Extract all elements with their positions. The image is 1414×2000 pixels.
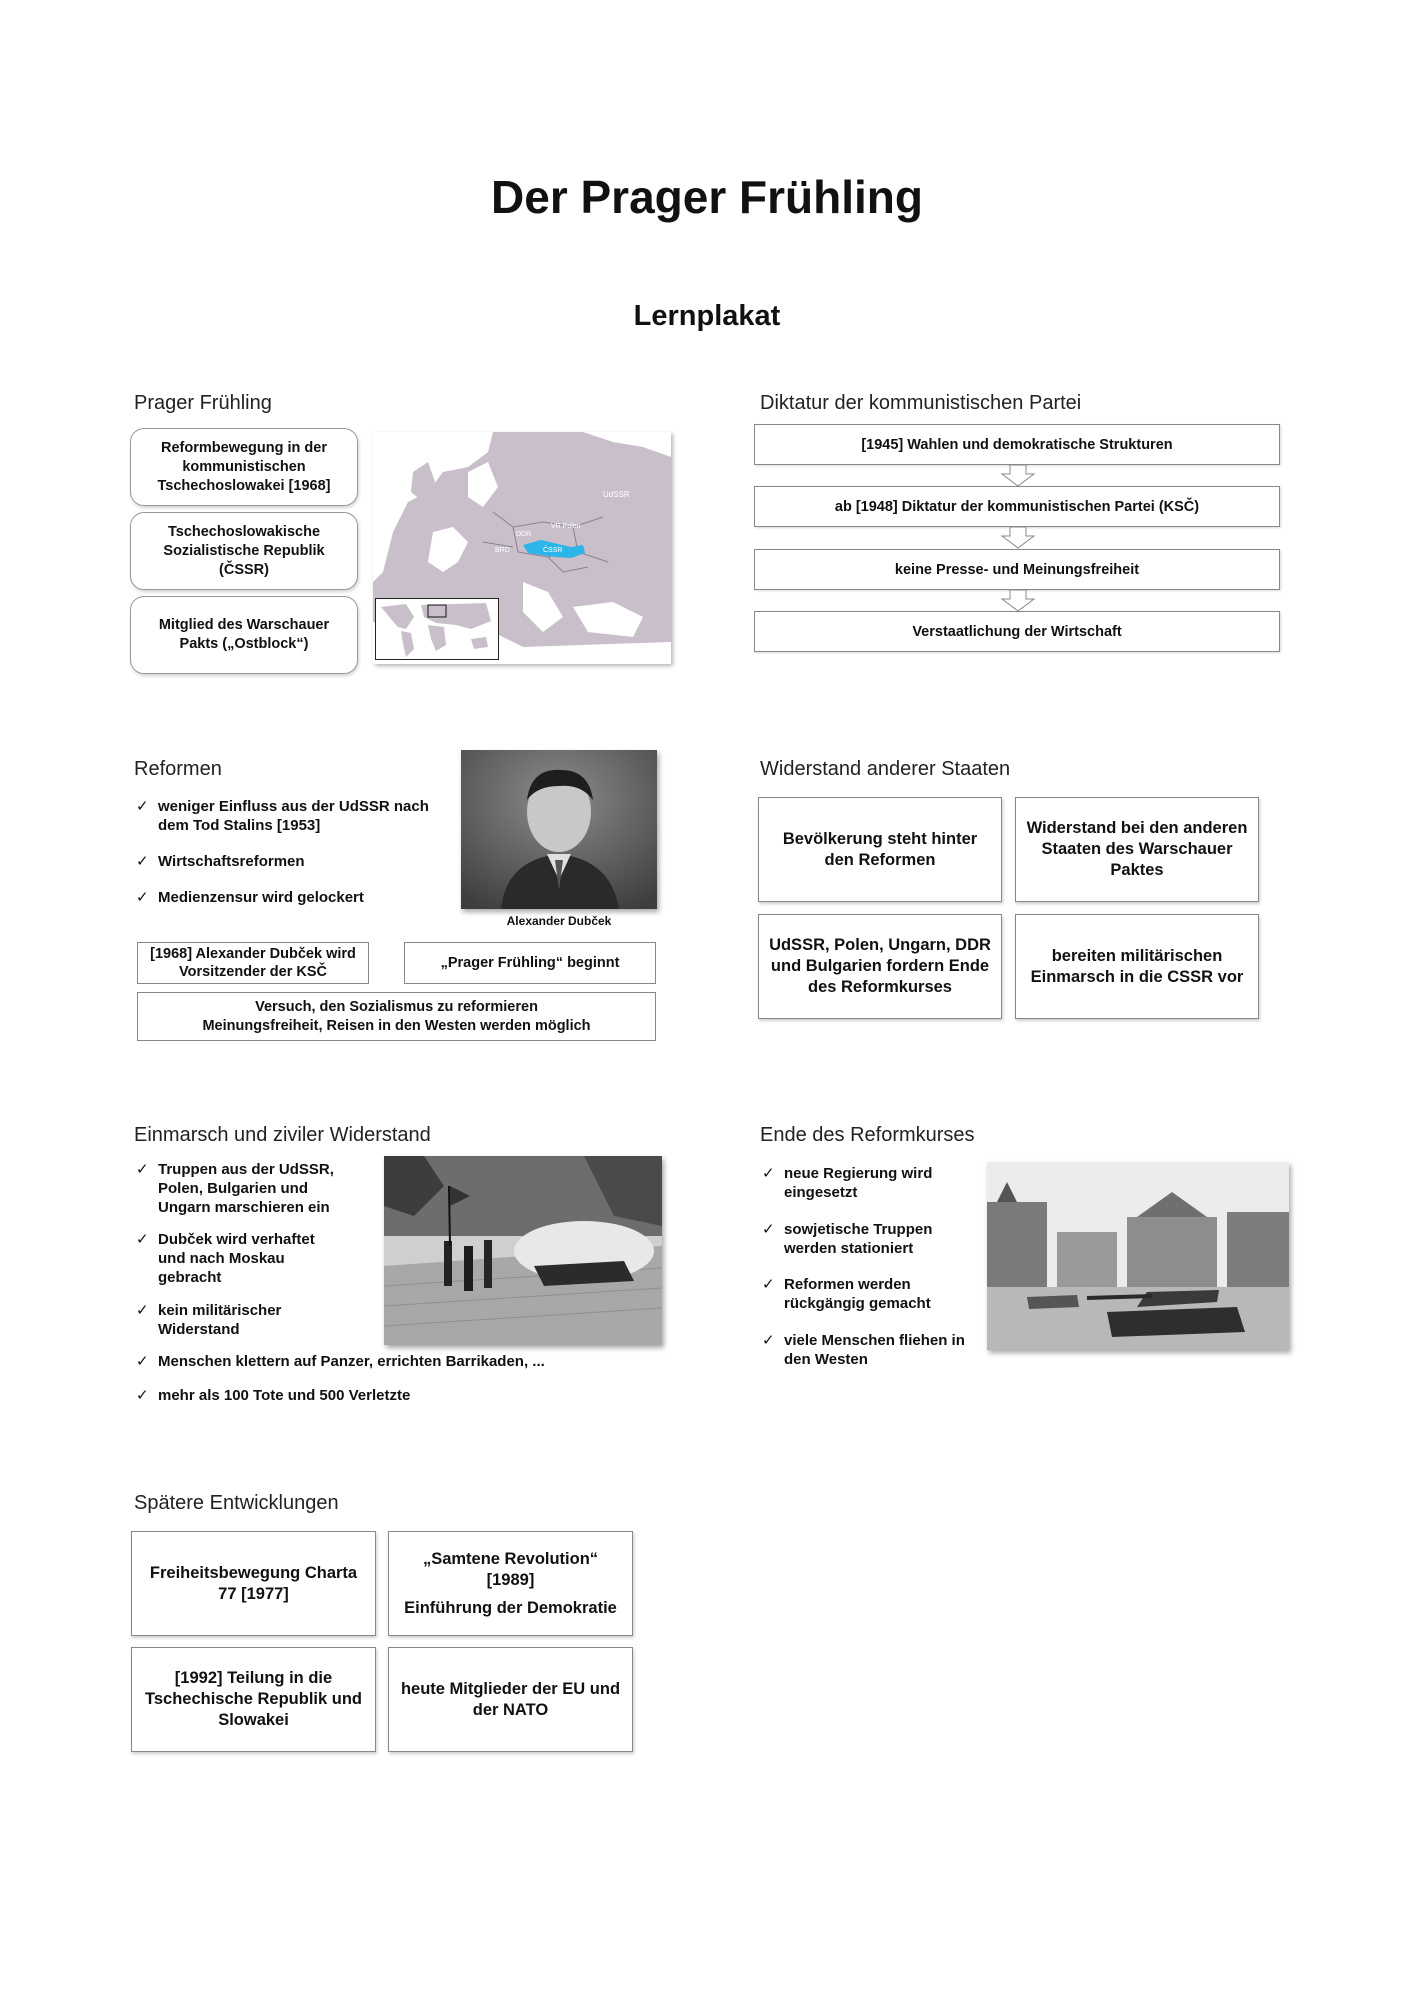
reformen-box-versuch xyxy=(137,992,656,1041)
map-label-udssr: UdSSR xyxy=(603,490,630,499)
checkmark-icon: ✓ xyxy=(136,798,149,815)
checkmark-icon: ✓ xyxy=(136,1231,149,1248)
spaeter-box-samtene-line2: Einführung der Demokratie xyxy=(404,1598,617,1617)
spaeter-box-charta: Freiheitsbewegung Charta 77 [1977] xyxy=(131,1531,376,1636)
section-heading-reformen: Reformen xyxy=(134,758,222,780)
section-heading-widerstand: Widerstand anderer Staaten xyxy=(760,758,1011,780)
world-inset-graphic xyxy=(376,599,498,659)
section-heading-ende: Ende des Reformkurses xyxy=(760,1124,975,1146)
checkmark-icon: ✓ xyxy=(762,1221,775,1238)
prager-box-2: Tschechoslowakische Sozialistische Republik (ČSSR) xyxy=(130,512,358,590)
checkmark-icon: ✓ xyxy=(136,889,149,906)
section-heading-prager: Prager Frühling xyxy=(134,392,272,414)
invasion-photo-graphic xyxy=(384,1156,662,1345)
widerstand-box-1: Bevölkerung steht hinter den Reformen xyxy=(758,797,1002,902)
diktatur-step-4: Verstaatlichung der Wirtschaft xyxy=(754,611,1280,652)
map-label-cssr: ČSSR xyxy=(543,547,563,554)
down-arrow-icon xyxy=(1000,590,1036,612)
widerstand-box-2: Widerstand bei den anderen Staaten des Warschauer Paktes xyxy=(1015,797,1259,902)
dubcek-photo xyxy=(461,750,657,909)
map-label-brd: BRD xyxy=(495,547,510,554)
checkmark-icon: ✓ xyxy=(762,1276,775,1293)
spaeter-box-teilung: [1992] Teilung in die Tschechische Republik und Slowakei xyxy=(131,1647,376,1752)
dubcek-photo-graphic xyxy=(461,750,657,909)
invasion-photo xyxy=(384,1156,662,1345)
down-arrow-icon xyxy=(1000,527,1036,549)
section-heading-einmarsch: Einmarsch und ziviler Widerstand xyxy=(134,1124,431,1146)
spaeter-box-samtene-line1: „Samtene Revolution“ [1989] xyxy=(422,1549,599,1589)
reformen-box-versuch-line1: Versuch, den Sozialismus zu reformieren xyxy=(255,998,538,1015)
section-heading-diktatur: Diktatur der kommunistischen Partei xyxy=(760,392,1082,414)
diktatur-step-2: ab [1948] Diktatur der kommunistischen Partei (KSČ) xyxy=(754,486,1280,527)
widerstand-box-3: UdSSR, Polen, Ungarn, DDR und Bulgarien fordern Ende des Reformkurses xyxy=(758,914,1002,1019)
checkmark-icon: ✓ xyxy=(136,1302,149,1319)
checkmark-icon: ✓ xyxy=(762,1332,775,1349)
checkmark-icon: ✓ xyxy=(136,1161,149,1178)
section-heading-spaeter: Spätere Entwicklungen xyxy=(134,1492,339,1514)
diktatur-step-1: [1945] Wahlen und demokratische Strukturen xyxy=(754,424,1280,465)
spaeter-box-eu-nato: heute Mitglieder der EU und der NATO xyxy=(388,1647,633,1752)
map-label-ddr: DDR xyxy=(516,531,532,538)
tanks-photo xyxy=(987,1162,1289,1350)
widerstand-box-4: bereiten militärischen Einmarsch in die CSSR vor xyxy=(1015,914,1259,1019)
map-label-vr-polen: VR Polen xyxy=(551,523,581,530)
prager-box-3: Mitglied des Warschauer Pakts („Ostblock“) xyxy=(130,596,358,674)
checkmark-icon: ✓ xyxy=(136,853,149,870)
reformen-box-prager-fruehling: „Prager Frühling“ beginnt xyxy=(404,942,656,984)
spaeter-box-samtene-revolution xyxy=(388,1531,633,1636)
tanks-photo-graphic xyxy=(987,1162,1289,1350)
checkmark-icon: ✓ xyxy=(136,1353,149,1370)
prager-box-1: Reformbewegung in der kommunistischen Tschechoslowakei [1968] xyxy=(130,428,358,506)
diktatur-step-3: keine Presse- und Meinungsfreiheit xyxy=(754,549,1280,590)
down-arrow-icon xyxy=(1000,465,1036,487)
page-subtitle: Lernplakat xyxy=(633,300,781,332)
world-inset-map xyxy=(375,598,499,660)
dubcek-photo-caption: Alexander Dubček xyxy=(506,914,612,928)
checkmark-icon: ✓ xyxy=(136,1387,149,1404)
checkmark-icon: ✓ xyxy=(762,1165,775,1182)
reformen-box-dubcek: [1968] Alexander Dubček wird Vorsitzender der KSČ xyxy=(137,942,369,984)
reformen-box-versuch-line2: Meinungsfreiheit, Reisen in den Westen werden möglich xyxy=(202,1017,591,1034)
page-title: Der Prager Frühling xyxy=(491,171,923,223)
europe-map xyxy=(373,432,671,664)
